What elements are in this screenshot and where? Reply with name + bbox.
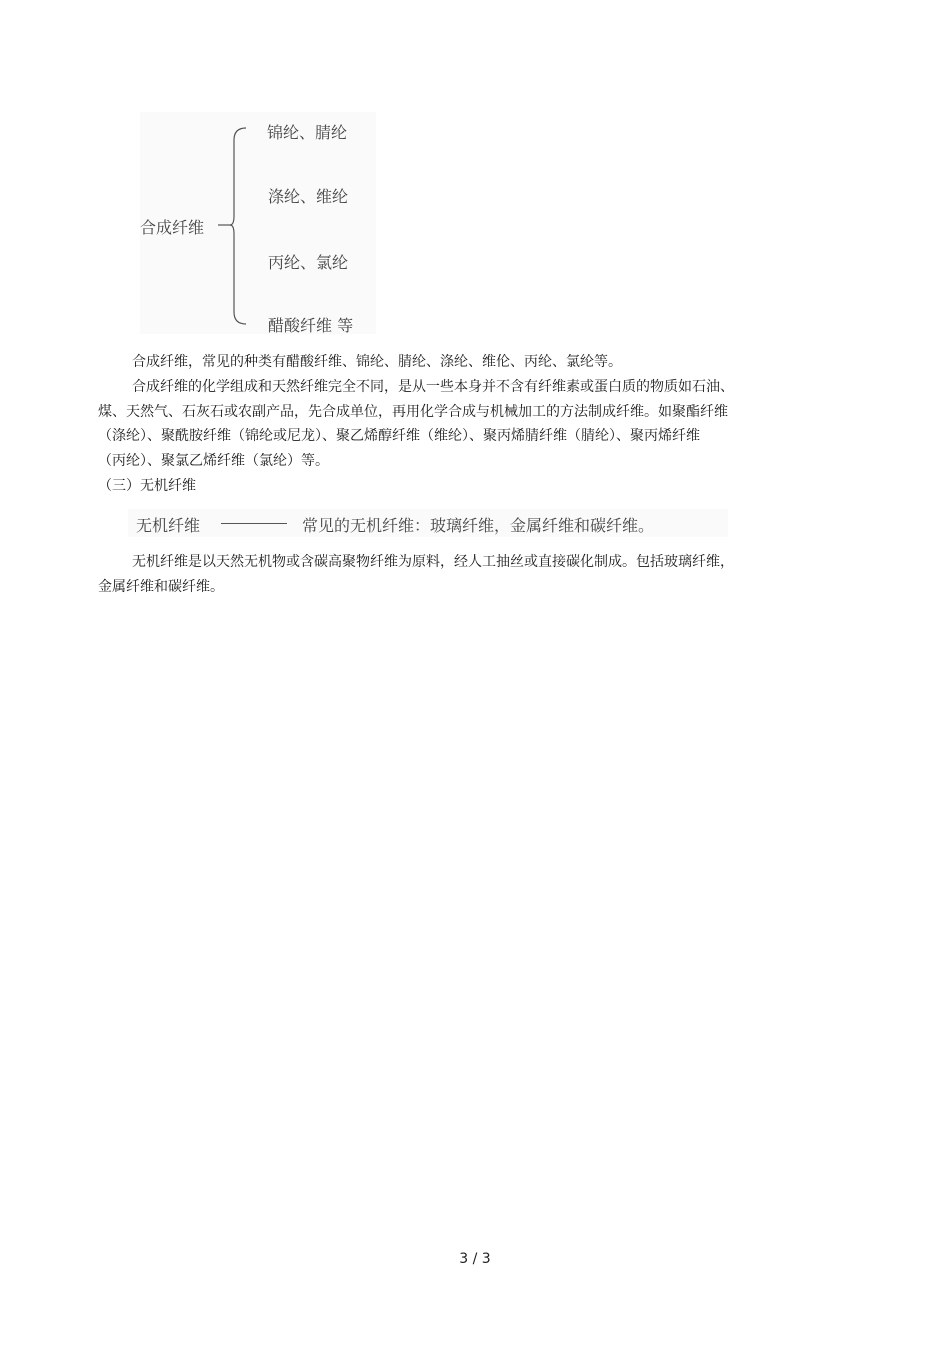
page-number: 3 / 3 (459, 1251, 491, 1267)
diagram-branch-2: 涤纶、维纶 (268, 187, 349, 206)
banner-left-label: 无机纤维 (136, 516, 201, 535)
paragraph-3-line-2: 金属纤维和碳纤维。 (98, 578, 224, 595)
inorganic-fiber-banner (128, 509, 728, 537)
banner-dash-line (221, 523, 287, 524)
paragraph-2-line-1: 合成纤维的化学组成和天然纤维完全不同，是从一些本身并不含有纤维素或蛋白质的物质如石油、 (132, 379, 734, 395)
diagram-branch-1: 锦纶、腈纶 (267, 123, 348, 142)
paragraph-3 (98, 550, 778, 599)
paragraph-2-line-4: （丙纶）、聚氯乙烯纤维（氯纶）等。 (98, 452, 329, 469)
paragraph-1 (98, 350, 778, 375)
paragraph-3-line-1: 无机纤维是以天然无机物或含碳高聚物纤维为原料，经人工抽丝或直接碳化制成。包括玻璃纤维， (132, 554, 734, 570)
synthetic-fiber-diagram (140, 112, 376, 334)
paragraph-2-line-2: 煤、天然气、石灰石或农副产品，先合成单位，再用化学合成与机械加工的方法制成纤维。如聚酯纤维 (98, 403, 728, 420)
diagram-branch-3: 丙纶、氯纶 (268, 253, 349, 272)
paragraph-1-text: 合成纤维，常见的种类有醋酸纤维、锦纶、腈纶、涤纶、维伦、丙纶、氯纶等。 (132, 354, 622, 370)
diagram-branch-4: 醋酸纤维 等 (268, 316, 354, 335)
banner-right-label: 常见的无机纤维：玻璃纤维，金属纤维和碳纤维。 (302, 516, 655, 535)
section-heading-inorganic: （三）无机纤维 (98, 478, 196, 494)
paragraph-2 (98, 375, 778, 473)
diagram-root-label: 合成纤维 (140, 218, 205, 237)
paragraph-2-line-3: （涤纶）、聚酰胺纤维（锦纶或尼龙）、聚乙烯醇纤维（维纶）、聚丙烯腈纤维（腈纶）、聚丙烯纤维 (98, 428, 700, 444)
